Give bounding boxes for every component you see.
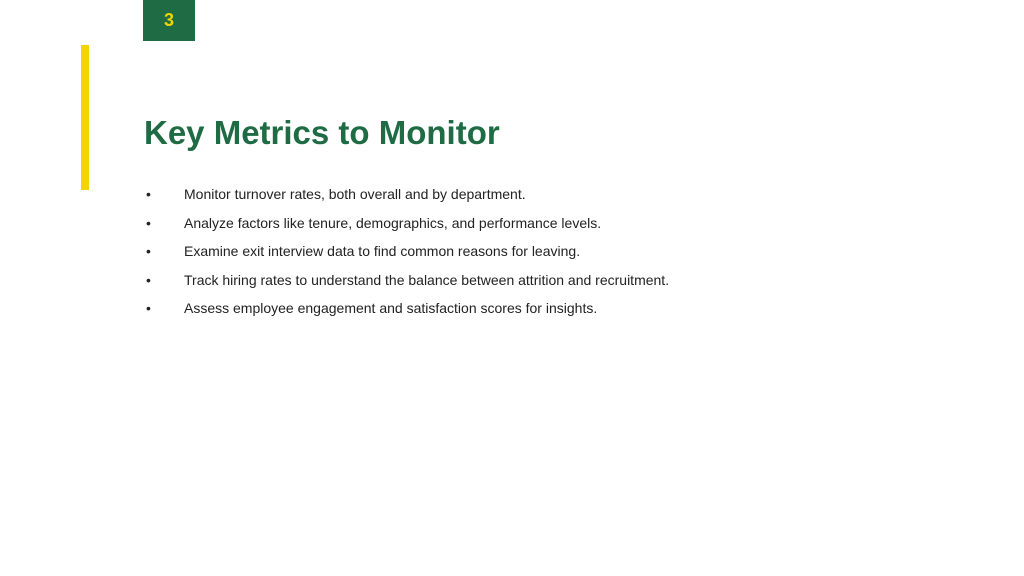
bullet-point: • — [146, 214, 151, 231]
bullet-point: • — [146, 243, 151, 260]
bullet-text: Assess employee engagement and satisfaction scores for insights. — [184, 300, 598, 317]
bullet-text: Track hiring rates to understand the balance between attrition and recruitment. — [184, 271, 670, 288]
bullet-text: Examine exit interview data to find common reasons for leaving. — [184, 243, 581, 260]
bullet-point: • — [146, 271, 151, 288]
slide-number-badge: 3 — [143, 0, 195, 41]
bullet-text: Monitor turnover rates, both overall and by department. — [184, 186, 526, 202]
bullet-point: • — [146, 186, 151, 202]
bullet-point: • — [146, 300, 151, 317]
bullet-text: Analyze factors like tenure, demographics, and performance levels. — [184, 214, 602, 231]
slide-title: Key Metrics to Monitor — [144, 114, 500, 151]
accent-bar — [81, 45, 89, 190]
